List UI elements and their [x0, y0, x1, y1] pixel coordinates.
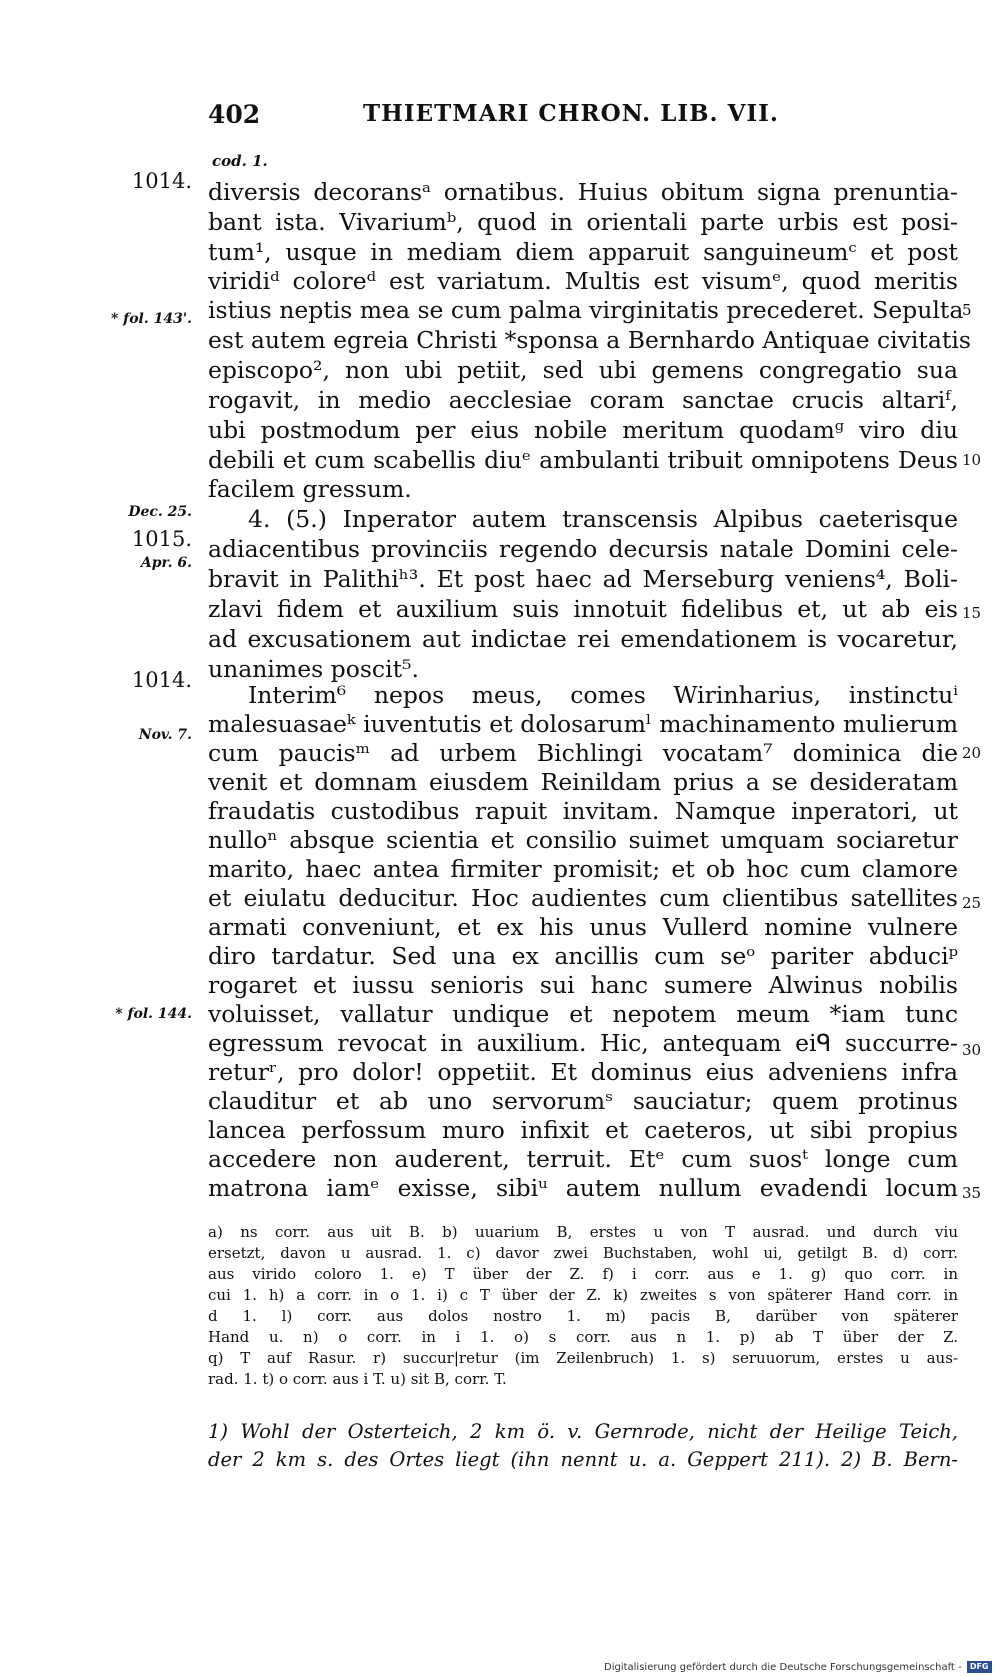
line-number: 25 — [962, 894, 982, 912]
body-line: voluisset, vallatur undique et nepotem meum *iam tunc — [208, 1000, 958, 1028]
apparatus-line: q) T auf Rasur. r) succur|retur (im Zeilenbruch) 1. s) seruuorum, erstes u aus- — [208, 1349, 958, 1367]
margin-date: Nov. 7. — [138, 727, 192, 743]
body-line: egressum revocat in auxilium. Hic, antequam eiᑫ succurre- — [208, 1029, 958, 1057]
apparatus-line: Hand u. n) o corr. in i 1. o) s corr. aus n 1. p) ab T über der Z. — [208, 1328, 958, 1346]
body-line: unanimes poscit⁵. — [208, 655, 419, 683]
paragraph-start-line: Interim⁶ nepos meus, comes Wirinharius, instinctuⁱ — [248, 681, 958, 709]
body-line: matrona iamᵉ exisse, sibiᵘ autem nullum evadendi locum — [208, 1174, 958, 1202]
body-line: returʳ, pro dolor! oppetiit. Et dominus eius adveniens infra — [208, 1058, 958, 1086]
body-line: facilem gressum. — [208, 475, 412, 503]
line-number: 15 — [962, 604, 982, 622]
body-line: marito, haec antea firmiter promisit; et ob hoc cum clamore — [208, 855, 958, 883]
margin-folio: * fol. 144. — [115, 1006, 192, 1022]
body-line: diro tardatur. Sed una ex ancillis cum seᵒ pariter abduciᵖ — [208, 942, 958, 970]
body-line: bant ista. Vivariumᵇ, quod in orientali parte urbis est posi- — [208, 208, 958, 236]
body-line: ad excusationem aut indictae rei emendationem is vocaretur, — [208, 625, 958, 653]
line-number: 10 — [962, 451, 982, 469]
body-line: cum paucisᵐ ad urbem Bichlingi vocatam⁷ dominica die — [208, 739, 958, 767]
body-line: debili et cum scabellis diuᵉ ambulanti tribuit omnipotens Deus — [208, 446, 958, 474]
apparatus-line: aus virido coloro 1. e) T über der Z. f) i corr. aus e 1. g) quo corr. in — [208, 1265, 958, 1283]
body-line: tum¹, usque in mediam diem apparuit sanguineumᶜ et post — [208, 238, 958, 266]
commentary-line: der 2 km s. des Ortes liegt (ihn nennt u. a. Geppert 211). 2) B. Bern- — [208, 1448, 958, 1471]
page-number: 402 — [208, 100, 261, 129]
commentary-line: 1) Wohl der Osterteich, 2 km ö. v. Gernrode, nicht der Heilige Teich, — [208, 1420, 958, 1443]
margin-year: 1014. — [131, 668, 192, 692]
body-line: venit et domnam eiusdem Reinildam prius a se desideratam — [208, 768, 958, 796]
margin-year: 1015. — [131, 527, 192, 551]
running-title: THIETMARI CHRON. LIB. VII. — [363, 100, 779, 127]
apparatus-line: rad. 1. t) o corr. aus i T. u) sit B, corr. T. — [208, 1370, 507, 1388]
body-line: diversis decoransᵃ ornatibus. Huius obitum signa prenuntia- — [208, 178, 958, 206]
credit-text: Digitalisierung gefördert durch die Deutsche Forschungsgemeinschaft - — [604, 1662, 962, 1673]
margin-date: Apr. 6. — [140, 555, 192, 571]
body-line: malesuasaeᵏ iuventutis et dolosarumˡ machinamento mulierum — [208, 710, 958, 738]
body-line: istius neptis mea se cum palma virginitatis precederet. Sepulta — [208, 296, 964, 324]
line-number: 35 — [962, 1184, 982, 1202]
body-line: bravit in Palithiʰ³. Et post haec ad Merseburg veniens⁴, Boli- — [208, 565, 958, 593]
body-line: nulloⁿ absque scientia et consilio suimet umquam sociaretur — [208, 826, 958, 854]
body-line: clauditur et ab uno servorumˢ sauciatur; quem protinus — [208, 1087, 958, 1115]
body-line: adiacentibus provinciis regendo decursis natale Domini cele- — [208, 535, 958, 563]
body-line: zlavi fidem et auxilium suis innotuit fidelibus et, ut ab eis — [208, 595, 958, 623]
body-line: viridiᵈ coloreᵈ est variatum. Multis est visumᵉ, quod meritis — [208, 267, 958, 295]
body-line: armati conveniunt, et ex his unus Vullerd nomine vulnere — [208, 913, 958, 941]
line-number: 20 — [962, 744, 982, 762]
body-line: episcopo², non ubi petiit, sed ubi gemens congregatio sua — [208, 356, 958, 384]
body-line: et eiulatu deducitur. Hoc audientes cum clientibus satellites — [208, 884, 958, 912]
margin-folio: * fol. 143'. — [110, 311, 192, 327]
digitization-credit — [604, 1661, 996, 1673]
apparatus-line: ersetzt, davon u ausrad. 1. c) davor zwei Buchstaben, wohl ui, getilgt B. d) corr. — [208, 1244, 958, 1262]
cod-note: cod. 1. — [212, 152, 268, 170]
chapter-start-line: 4. (5.) Inperator autem transcensis Alpibus caeterisque — [248, 505, 958, 533]
apparatus-line: a) ns corr. aus uit B. b) uuarium B, erstes u von T ausrad. und durch viu — [208, 1223, 958, 1241]
body-line: ubi postmodum per eius nobile meritum quodamᵍ viro diu — [208, 416, 958, 444]
body-line: lancea perfossum muro infixit et caeteros, ut sibi propius — [208, 1116, 958, 1144]
apparatus-line: d 1. l) corr. aus dolos nostro 1. m) pacis B, darüber von späterer — [208, 1307, 958, 1325]
margin-year: 1014. — [131, 169, 192, 193]
running-header — [208, 100, 968, 140]
body-line: fraudatis custodibus rapuit invitam. Namque inperatori, ut — [208, 797, 958, 825]
dfg-logo: DFG — [967, 1661, 992, 1673]
body-line: rogavit, in medio aecclesiae coram sanctae crucis altariᶠ, — [208, 386, 958, 414]
line-number: 5 — [962, 301, 972, 319]
body-line: rogaret et iussu senioris sui hanc sumere Alwinus nobilis — [208, 971, 958, 999]
margin-date: Dec. 25. — [128, 504, 192, 520]
apparatus-line: cui 1. h) a corr. in o 1. i) c T über der Z. k) zweites s von späterer Hand corr. in — [208, 1286, 958, 1304]
body-line: accedere non auderent, terruit. Etᵉ cum suosᵗ longe cum — [208, 1145, 958, 1173]
body-line: est autem egreia Christi *sponsa a Bernhardo Antiquae civitatis — [208, 326, 971, 354]
line-number: 30 — [962, 1041, 982, 1059]
